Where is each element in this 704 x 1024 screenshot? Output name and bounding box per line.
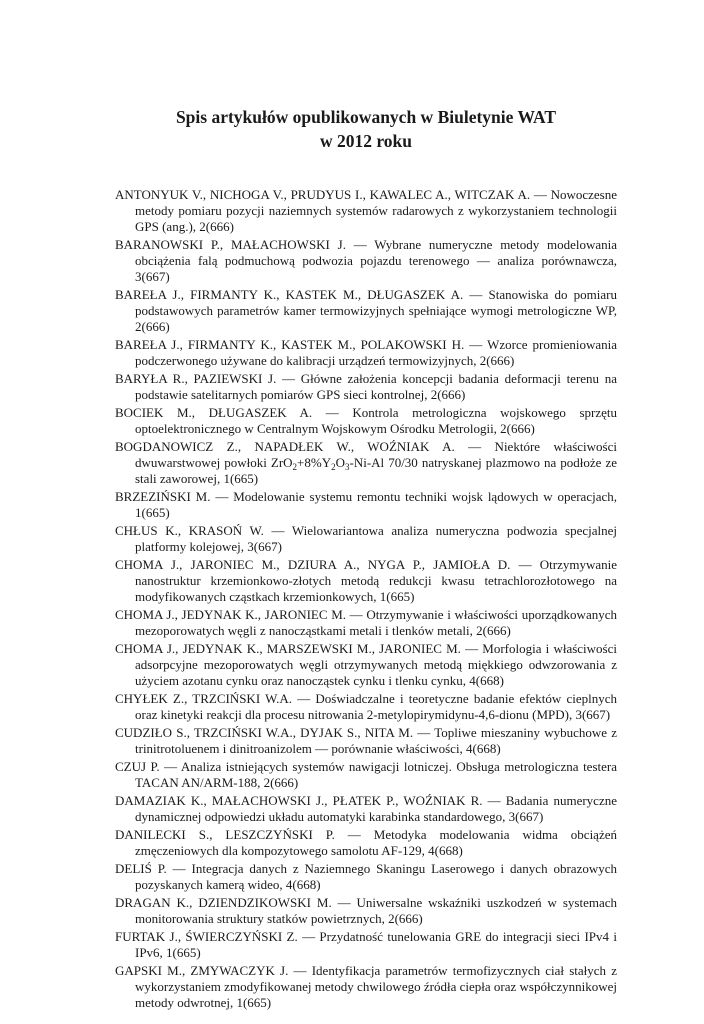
list-item: BARYŁA R., PAZIEWSKI J. — Główne założenia koncepcji badania deformacji terenu na podstawie satelitarnych pomiarów GPS sieci kontrolnej, 2(666) [115, 371, 617, 403]
entry-text: -Ni-Al 70/30 natryskanej plazmowo na podłoże ze stali zaworowej, 1(665) [135, 455, 617, 487]
list-item: GAPSKI M., ZMYWACZYK J. — Identyfikacja parametrów termofizycznych ciał stałych z wykorzystaniem zmodyfikowanej metody chwilowego źródła ciepła oraz współczynnikowej metody odwrotnej, 1(665) [115, 963, 617, 1011]
list-item: CUDZIŁO S., TRZCIŃSKI W.A., DYJAK S., NITA M. — Topliwe mieszaniny wybuchowe z trinitrotoluenem i dinitroanizolem — porównanie właściwości, 4(668) [115, 725, 617, 757]
list-item: FURTAK J., ŚWIERCZYŃSKI Z. — Przydatność tunelowania GRE do integracji sieci IPv4 i IPv6, 1(665) [115, 929, 617, 961]
list-item: DANILECKI S., LESZCZYŃSKI P. — Metodyka modelowania widma obciążeń zmęczeniowych dla kompozytowego samolotu AF-129, 4(668) [115, 827, 617, 859]
article-list [115, 187, 617, 1012]
list-item: CHYŁEK Z., TRZCIŃSKI W.A. — Doświadczalne i teoretyczne badanie efektów cieplnych oraz kinetyki reakcji dla procesu nitrowania 2-metylopirymidynu-4,6-dionu (MPD), 3(667) [115, 691, 617, 723]
list-item: BAREŁA J., FIRMANTY K., KASTEK M., DŁUGASZEK A. — Stanowiska do pomiaru podstawowych parametrów kamer termowizyjnych spełniające wymogi metrologiczne WP, 2(666) [115, 287, 617, 335]
entry-text: O [335, 455, 345, 471]
title-line-1: Spis artykułów opublikowanych w Biuletynie WAT [175, 107, 557, 127]
entry-text: BOGDANOWICZ Z., NAPADŁEK W., WOŹNIAK A. — Niektóre właściwości dwuwarstwowej powłoki ZrO [115, 439, 617, 471]
list-item: CHŁUS K., KRASOŃ W. — Wielowariantowa analiza numeryczna podwozia specjalnej platformy kolejowej, 3(667) [115, 523, 617, 555]
subscript: 2 [331, 462, 336, 473]
list-item: BARANOWSKI P., MAŁACHOWSKI J. — Wybrane numeryczne metody modelowania obciążenia falą podmuchową podwozia pojazdu terenowego — analiza porównawcza, 3(667) [115, 237, 617, 285]
list-item: CHOMA J., JEDYNAK K., MARSZEWSKI M., JARONIEC M. — Morfologia i właściwości adsorpcyjne mezoporowatych węgli otrzymywanych metodą miękkiego odwzorowania z użyciem azotanu cynku oraz nanocząstek cynku i tlenku cynku, 4(668) [115, 641, 617, 689]
list-item: CZUJ P. — Analiza istniejących systemów nawigacji lotniczej. Obsługa metrologiczna testera TACAN AN/ARM-188, 2(666) [115, 759, 617, 791]
list-item: CHOMA J., JARONIEC M., DZIURA A., NYGA P., JAMIOŁA D. — Otrzymywanie nanostruktur krzemionkowo-złotych metodą redukcji kwasu tetrachlorozłotowego na modyfikowanych cząstkach krzemionkowych, 1(665) [115, 557, 617, 605]
list-item: DELIŚ P. — Integracja danych z Naziemnego Skaningu Laserowego i danych obrazowych pozyskanych kamerą wideo, 4(668) [115, 861, 617, 893]
list-item [115, 439, 617, 487]
list-item: DRAGAN K., DZIENDZIKOWSKI M. — Uniwersalne wskaźniki uszkodzeń w systemach monitorowania struktury statków powietrznych, 2(666) [115, 895, 617, 927]
list-item: BOCIEK M., DŁUGASZEK A. — Kontrola metrologiczna wojskowego sprzętu optoelektronicznego w Centralnym Wojskowym Ośrodku Metrologii, 2(666) [115, 405, 617, 437]
title-line-2: w 2012 roku [319, 131, 413, 151]
list-item: BRZEZIŃSKI M. — Modelowanie systemu remontu techniki wojsk lądowych w operacjach, 1(665) [115, 489, 617, 521]
list-item: DAMAZIAK K., MAŁACHOWSKI J., PŁATEK P., WOŹNIAK R. — Badania numeryczne dynamicznej odpowiedzi układu automatyki karabinka standardowego, 3(667) [115, 793, 617, 825]
page-title [115, 105, 617, 153]
entry-text: +8%Y [297, 455, 332, 471]
subscript: 3 [345, 462, 350, 473]
list-item: CHOMA J., JEDYNAK K., JARONIEC M. — Otrzymywanie i właściwości uporządkowanych mezoporowatych węgli z nanocząstkami metali i tlenków metali, 2(666) [115, 607, 617, 639]
subscript: 2 [292, 462, 298, 473]
document-page [115, 105, 617, 1013]
list-item: BAREŁA J., FIRMANTY K., KASTEK M., POLAKOWSKI H. — Wzorce promieniowania podczerwonego używane do kalibracji urządzeń termowizyjnych, 2(666) [115, 337, 617, 369]
list-item: ANTONYUK V., NICHOGA V., PRUDYUS I., KAWALEC A., WITCZAK A. — Nowoczesne metody pomiaru pozycji naziemnych systemów radarowych z wykorzystaniem technologii GPS (ang.), 2(666) [115, 187, 617, 235]
